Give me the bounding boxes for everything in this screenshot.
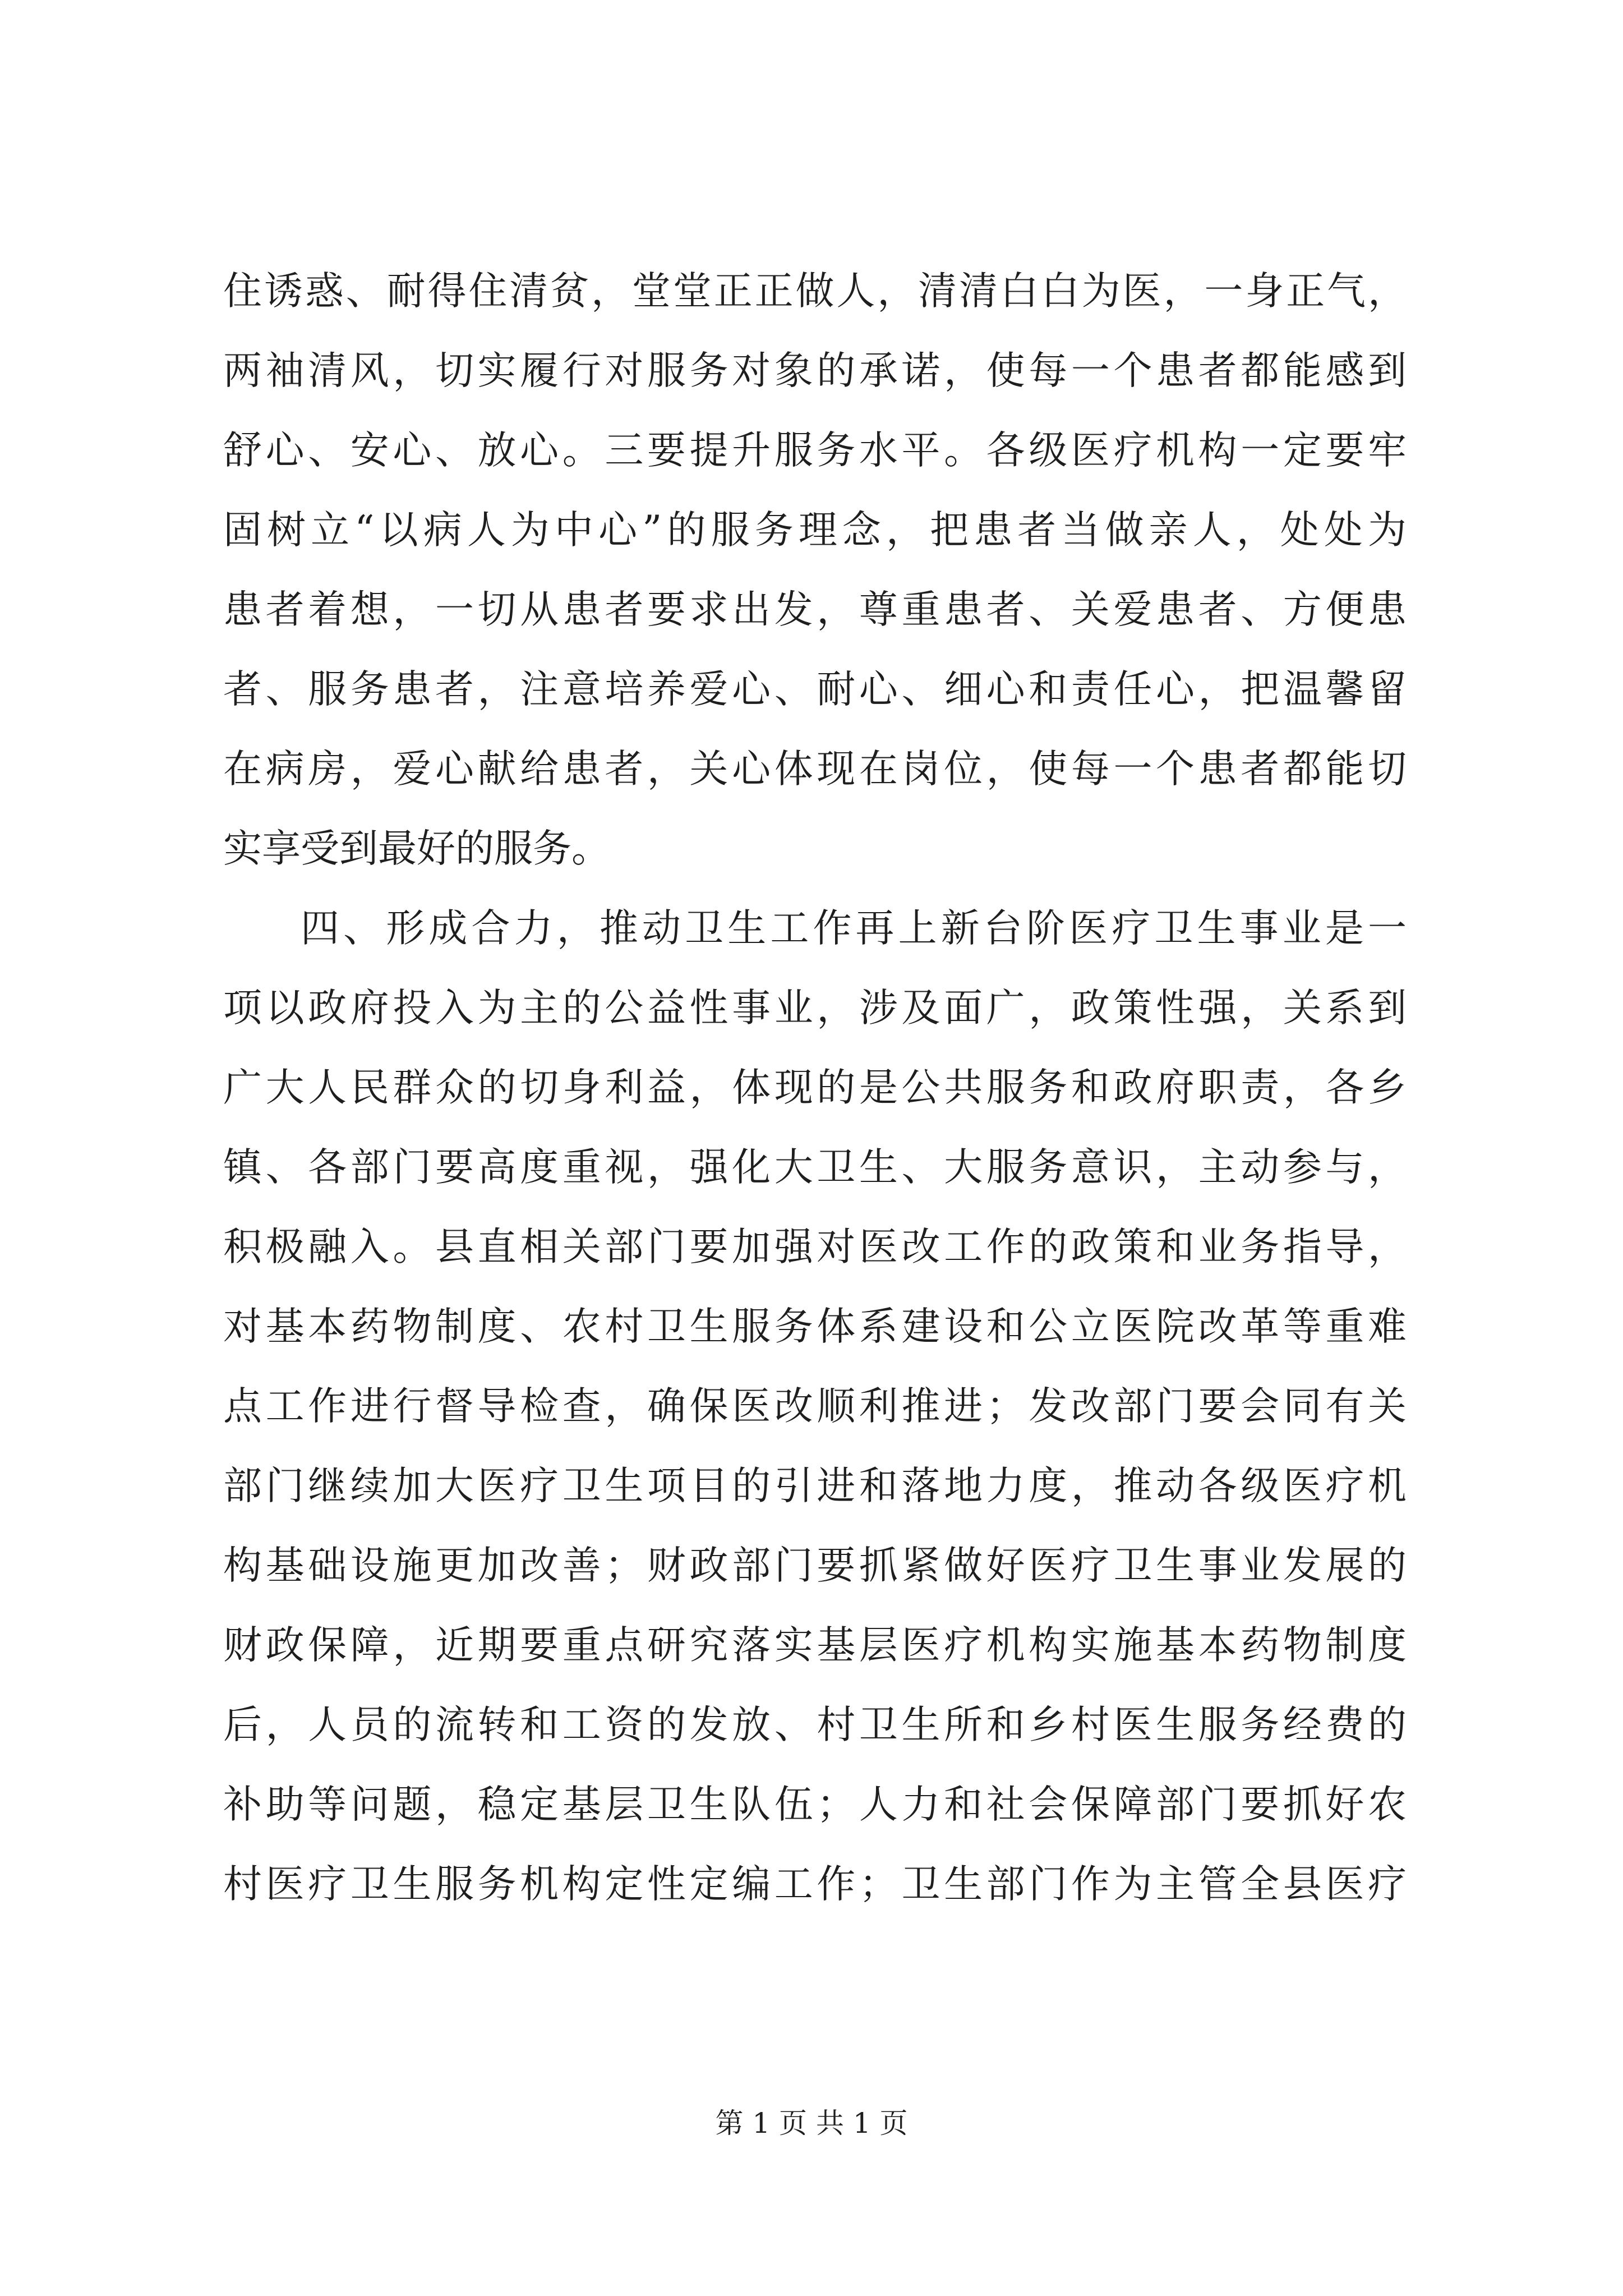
text-line: 部门继续加大医疗卫生项目的引进和落地力度，推动各级医疗机 (223, 1464, 1407, 1508)
text-line: 后，人员的流转和工资的发放、村卫生所和乡村医生服务经费的 (223, 1703, 1407, 1747)
section-heading-line: 四、形成合力，推动卫生工作再上新台阶医疗卫生事业是一 (301, 906, 1407, 951)
text-line: 者、服务患者，注意培养爱心、耐心、细心和责任心，把温馨留 (223, 667, 1407, 712)
text-line: 点工作进行督导检查，确保医改顺利推进；发改部门要会同有关 (223, 1384, 1407, 1429)
text-line: 对基本药物制度、农村卫生服务体系建设和公立医院改革等重难 (223, 1304, 1407, 1349)
text-line: 患者着想，一切从患者要求出发，尊重患者、关爱患者、方便患 (223, 587, 1407, 632)
text-line: 实享受到最好的服务。 (223, 826, 610, 871)
page-footer: 第 1 页 共 1 页 (715, 2107, 908, 2139)
text-line: 镇、各部门要高度重视，强化大卫生、大服务意识，主动参与， (223, 1145, 1407, 1190)
text-line: 广大人民群众的切身利益，体现的是公共服务和政府职责，各乡 (223, 1065, 1407, 1110)
text-line: 舒心、安心、放心。三要提升服务水平。各级医疗机构一定要牢 (223, 428, 1407, 473)
text-line: 补助等问题，稳定基层卫生队伍；人力和社会保障部门要抓好农 (223, 1782, 1407, 1827)
text-line: 固树立“以病人为中心”的服务理念，把患者当做亲人，处处为 (223, 508, 1407, 553)
text-line: 两袖清风，切实履行对服务对象的承诺，使每一个患者都能感到 (223, 348, 1407, 393)
text-line: 在病房，爱心献给患者，关心体现在岗位，使每一个患者都能切 (223, 747, 1407, 792)
text-line: 积极融入。县直相关部门要加强对医改工作的政策和业务指导， (223, 1225, 1407, 1269)
text-line: 项以政府投入为主的公益性事业，涉及面广，政策性强，关系到 (223, 986, 1407, 1030)
text-line: 财政保障，近期要重点研究落实基层医疗机构实施基本药物制度 (223, 1623, 1407, 1668)
text-line: 构基础设施更加改善；财政部门要抓紧做好医疗卫生事业发展的 (223, 1543, 1407, 1588)
text-line: 住诱惑、耐得住清贫，堂堂正正做人，清清白白为医，一身正气， (223, 269, 1407, 314)
text-line: 村医疗卫生服务机构定性定编工作；卫生部门作为主管全县医疗 (223, 1862, 1407, 1907)
body-text (223, 251, 1407, 1924)
